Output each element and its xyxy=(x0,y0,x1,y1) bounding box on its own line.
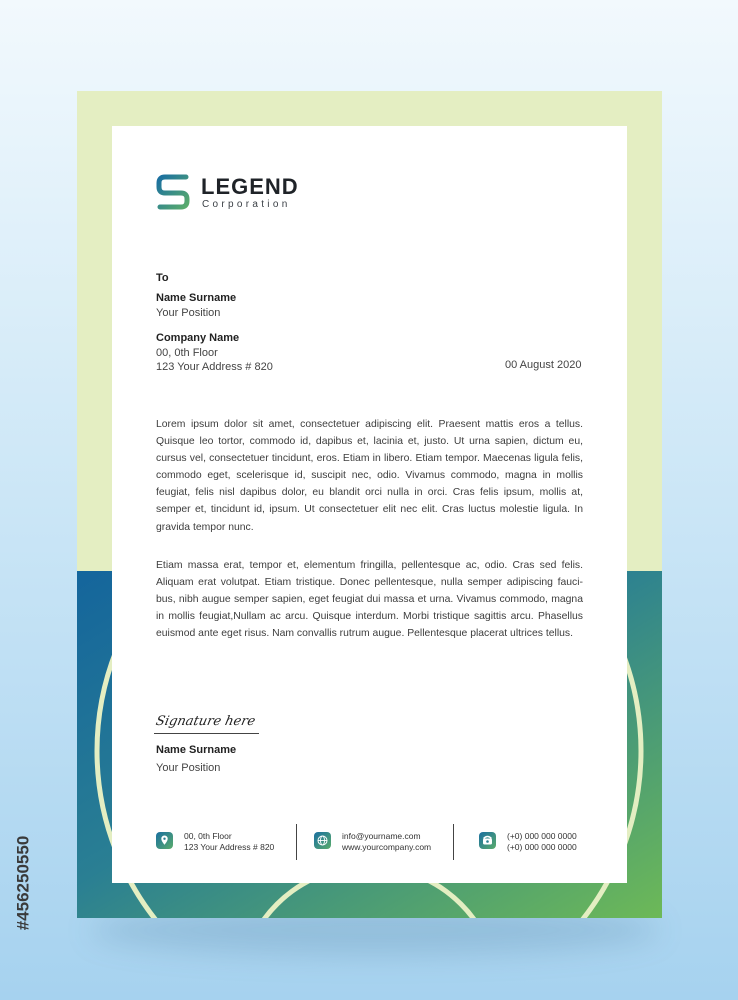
footer-divider xyxy=(453,824,454,860)
body-paragraph-2: Etiam massa erat, tempor et, elementum fringilla, pellentesque ac, odio. Cras sed felis. Aliquam erat volutpat. Etiam tristique. Donec pellentesque, nulla semper adipiscing fauci-bus, nibh augue semper sapien, eget feugiat dui massa et urna. Vivamus commodo, magna in mollis feugiat,Nullam ac arcu. Quisque interdum. Morbi tristique sagittis arcu. Phasellus euismod ante eget risus. Nam convallis rutrum augue. Pellentesque placerat ultrices tellus. xyxy=(156,560,583,640)
recipient-name: Name Surname xyxy=(156,292,237,304)
location-pin-icon xyxy=(156,832,173,849)
footer-divider xyxy=(296,824,297,860)
letter-paper xyxy=(112,126,627,883)
signature: Signature here xyxy=(154,714,257,729)
to-label: To xyxy=(156,272,169,284)
stock-id-text: #456250550 xyxy=(13,835,33,931)
footer-address-line-1: 00, 0th Floor xyxy=(184,831,232,841)
adobe-stock-watermark xyxy=(10,835,36,931)
footer-phone-1[interactable]: (+0) 000 000 0000 xyxy=(507,831,577,841)
footer-email[interactable]: info@yourname.com xyxy=(342,831,421,841)
brand-tagline: Corporation xyxy=(202,199,291,210)
logo-s-mark-icon xyxy=(156,174,190,210)
globe-icon xyxy=(314,832,331,849)
footer-website[interactable]: www.yourcompany.com xyxy=(342,842,432,852)
signature-underline xyxy=(154,733,259,734)
company-address: 123 Your Address # 820 xyxy=(156,361,273,373)
footer-phone-2[interactable]: (+0) 000 000 0000 xyxy=(507,842,577,852)
contact-footer xyxy=(156,824,586,862)
recipient-position: Your Position xyxy=(156,307,221,319)
letter-date: 00 August 2020 xyxy=(505,359,582,371)
company-name: Company Name xyxy=(156,332,240,344)
sender-position: Your Position xyxy=(156,762,221,774)
sender-name: Name Surname xyxy=(156,744,237,756)
footer-address-line-2: 123 Your Address # 820 xyxy=(184,842,275,852)
brand-name: LEGEND xyxy=(201,174,299,199)
body-paragraph-1: Lorem ipsum dolor sit amet, consectetuer adipiscing elit. Praesent mattis eros a tellus. Quisque leo tortor, commodo id, dapibus et, lacinia et, justo. Ut urna sapien, dictum eu, cursus vel, consectetuer tincidunt, eros. Etiam in libero. Etiam tempor. Maecenas ligula felis, commodo eget, scelerisque id, suscipit nec, odio. Vivamus commodo, magna in mollis feugiat, felis nisl dapibus dolor, eu blandit orci nulla in orci. Cras felis ipsum, mollis at, semper et, tincidunt id, ipsum. Ut consectetuer elit nec elit. Cras luctus molestie ligula. In gravida tempor nunc. xyxy=(156,419,583,533)
company-floor: 00, 0th Floor xyxy=(156,347,218,359)
phone-icon xyxy=(479,832,496,849)
